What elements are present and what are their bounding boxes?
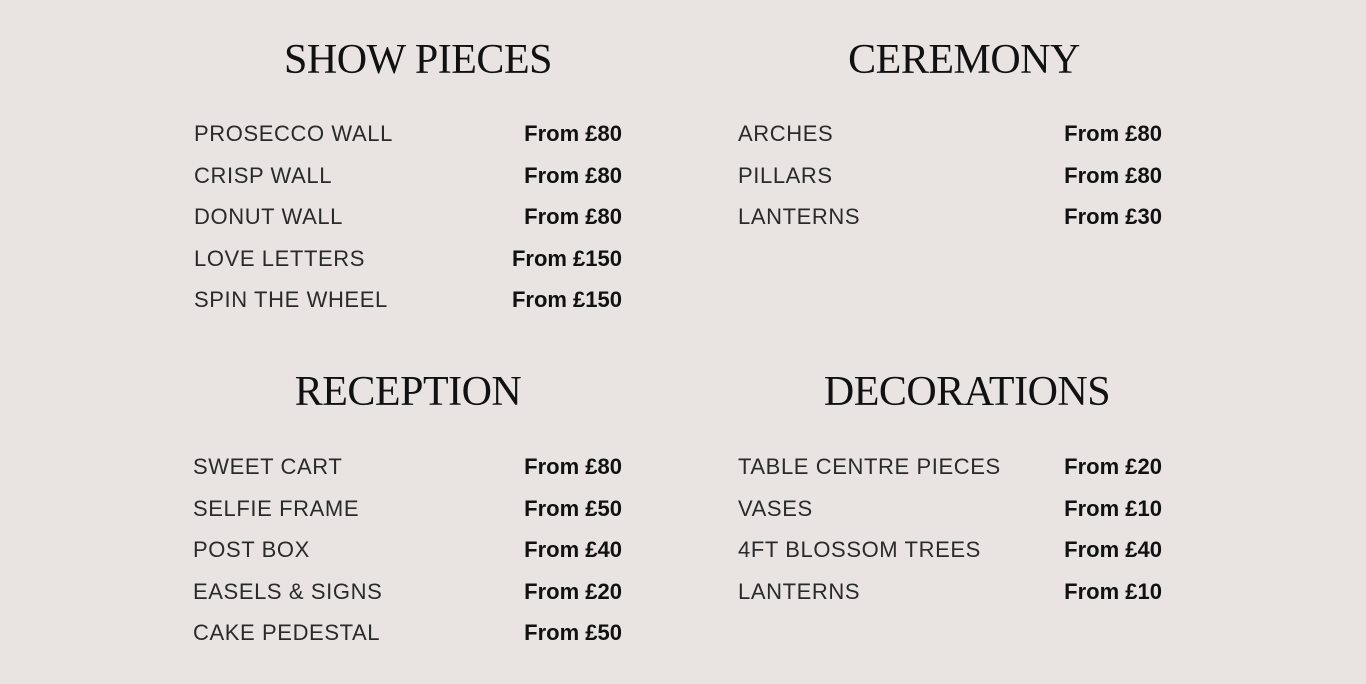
price-list-item	[194, 119, 622, 161]
item-name: LANTERNS	[738, 204, 861, 230]
decorations-heading: DECORATIONS	[823, 369, 1111, 415]
item-price: From £50	[524, 495, 622, 521]
reception-heading: RECEPTION	[294, 369, 522, 415]
reception-list	[193, 452, 622, 660]
ceremony-list	[738, 119, 1162, 244]
item-price: From £150	[511, 245, 622, 271]
price-list-item	[738, 535, 1162, 577]
price-list-item	[193, 494, 622, 536]
item-price: From £20	[1064, 454, 1162, 479]
item-name: 4FT BLOSSOM TREES	[738, 537, 981, 563]
item-name: SWEET CART	[193, 454, 343, 479]
item-name: DONUT WALL	[194, 204, 344, 230]
item-name: SPIN THE WHEEL	[194, 287, 388, 313]
show-pieces-heading: SHOW PIECES	[284, 37, 552, 83]
item-price: From £10	[1064, 578, 1162, 604]
item-name: POST BOX	[193, 537, 310, 563]
price-list-item	[738, 494, 1162, 536]
price-list-item	[738, 161, 1162, 203]
item-price: From £40	[524, 537, 622, 563]
price-list-item	[194, 244, 622, 286]
price-list-item	[738, 202, 1162, 244]
show-pieces-list	[194, 119, 622, 327]
item-name: EASELS & SIGNS	[193, 578, 383, 604]
item-price: From £10	[1064, 495, 1162, 521]
item-name: LANTERNS	[738, 578, 861, 604]
item-price: From £150	[511, 287, 622, 313]
ceremony-heading: CEREMONY	[848, 37, 1080, 83]
price-list-item	[738, 452, 1162, 494]
item-price: From £80	[524, 454, 622, 479]
item-price: From £80	[1064, 121, 1162, 146]
item-price: From £20	[524, 578, 622, 604]
item-name: CAKE PEDESTAL	[193, 620, 381, 646]
price-list-item	[738, 119, 1162, 161]
price-list-item	[193, 618, 622, 660]
item-price: From £30	[1064, 204, 1162, 230]
item-price: From £80	[1064, 162, 1162, 188]
item-name: CRISP WALL	[194, 162, 333, 188]
item-price: From £80	[524, 121, 622, 146]
price-list-item	[194, 202, 622, 244]
price-list-item	[738, 577, 1162, 619]
item-name: VASES	[738, 495, 813, 521]
item-price: From £40	[1064, 537, 1162, 563]
item-name: PROSECCO WALL	[194, 121, 393, 146]
price-list-item	[193, 577, 622, 619]
decorations-list	[738, 452, 1162, 618]
item-name: ARCHES	[738, 121, 834, 146]
item-name: PILLARS	[738, 162, 833, 188]
item-name: SELFIE FRAME	[193, 495, 360, 521]
price-list-item	[194, 161, 622, 203]
item-name: LOVE LETTERS	[194, 245, 366, 271]
item-price: From £50	[524, 620, 622, 646]
item-price: From £80	[524, 162, 622, 188]
price-list-item	[193, 452, 622, 494]
item-name: TABLE CENTRE PIECES	[738, 454, 1001, 479]
price-list-item	[194, 285, 622, 327]
price-list-item	[193, 535, 622, 577]
item-price: From £80	[524, 204, 622, 230]
